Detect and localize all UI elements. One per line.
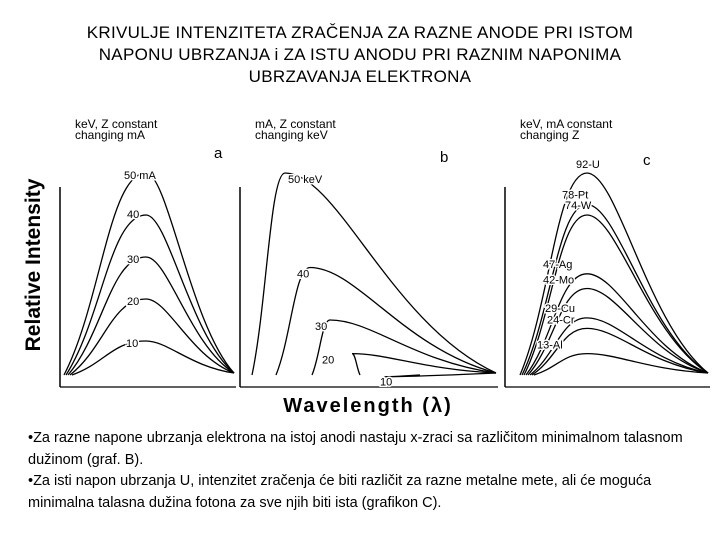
panel-letter: b xyxy=(440,149,449,166)
xray-spectra-figure xyxy=(0,105,720,420)
panel-letter: c xyxy=(643,152,651,169)
panel-title-line: changing keV xyxy=(255,128,328,142)
x-axis-label: Wavelength (λ) xyxy=(283,395,453,417)
series-line xyxy=(532,328,708,375)
bullet-text: •Za isti napon ubrzanja U, intenzitet zračenja će biti različit za razne metalne mete, ali će moguća minimalna talasna dužina fotona za sve njih biti ista (grafikon C). xyxy=(28,473,652,511)
series-label: 40 xyxy=(127,209,140,221)
page-title xyxy=(20,22,700,88)
bullet-text: •Za razne napone ubrzanja elektrona na istoj anodi nastaju x-zraci sa različitom minimalnom talasnom dužinom (graf. B). xyxy=(28,430,683,468)
panel-a xyxy=(60,117,236,387)
series-line xyxy=(534,354,708,375)
panel-title-line: changing mA xyxy=(75,128,146,142)
title-line: UBRZAVANJA ELEKTRONA xyxy=(248,67,472,86)
series-line xyxy=(276,268,496,376)
series-label: 42-Mo xyxy=(543,274,575,287)
panel-b xyxy=(240,117,498,389)
series-label: 29-Cu xyxy=(545,302,575,315)
panel-letter: a xyxy=(214,145,223,162)
series-label: 30 xyxy=(315,321,328,333)
chart-panels xyxy=(60,117,710,389)
series-label: 50 keV xyxy=(288,174,323,186)
series-label: 74-W xyxy=(565,200,592,212)
series-label: 78-Pt xyxy=(562,189,589,202)
series-label: 20 xyxy=(322,354,335,367)
series-label: 47-Ag xyxy=(543,258,573,271)
series-label: 24-Cr xyxy=(547,314,575,327)
series-line xyxy=(352,354,496,375)
title-line: NAPONU UBRZANJA i ZA ISTU ANODU PRI RAZNIM NAPONIMA xyxy=(98,45,622,64)
series-label: 10 xyxy=(126,338,139,350)
panel-title-line: changing Z xyxy=(520,128,580,142)
y-axis-label: Relative Intensity xyxy=(22,178,45,352)
series-line xyxy=(312,320,496,375)
series-label: 10 xyxy=(380,376,393,389)
series-line xyxy=(252,173,496,375)
series-label: 30 xyxy=(127,254,140,266)
panel-c xyxy=(505,117,710,387)
series-label: 13-Al xyxy=(537,339,563,352)
panel-title-line: keV, mA constant xyxy=(520,117,613,131)
title-line: KRIVULJE INTENZITETA ZRAČENJA ZA RAZNE ANODE PRI ISTOM xyxy=(86,23,634,42)
panel-title-line: mA, Z constant xyxy=(255,117,336,131)
series-line xyxy=(528,289,708,376)
series-line xyxy=(384,373,496,377)
series-line xyxy=(64,173,234,375)
series-label: 92-U xyxy=(576,159,600,171)
series-label: 50 mA xyxy=(124,170,156,182)
series-label: 40 xyxy=(297,268,310,281)
explanation xyxy=(28,428,718,514)
series-label: 20 xyxy=(127,296,140,308)
series-line xyxy=(66,215,234,375)
panel-title-line: keV, Z constant xyxy=(75,117,158,131)
